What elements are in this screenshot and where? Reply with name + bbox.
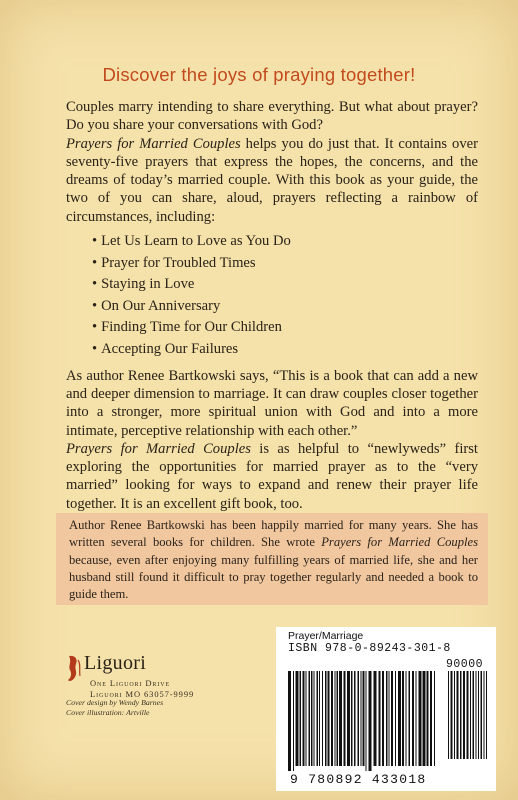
barcode-bar	[470, 671, 471, 759]
description-body	[66, 98, 478, 513]
barcode-digits: 9 780892 433018	[290, 772, 427, 787]
bullet-icon: •	[92, 341, 98, 358]
barcode-bar	[339, 671, 342, 766]
barcode-bar	[366, 671, 367, 771]
barcode-bar	[331, 671, 333, 766]
barcode-bar	[478, 671, 479, 759]
list-item: • Prayer for Troubled Times	[92, 254, 256, 271]
barcode-bar	[317, 671, 319, 766]
bullet-icon: •	[92, 276, 98, 293]
list-item: • Staying in Love	[92, 276, 195, 293]
barcode-bar	[325, 671, 327, 766]
barcode-bar	[311, 671, 313, 766]
barcode-bar	[416, 671, 417, 766]
barcode-bar	[430, 671, 432, 766]
bullet-icon: •	[92, 319, 98, 336]
barcode-bar	[460, 671, 462, 759]
barcode-bar	[481, 671, 483, 759]
barcode-bar	[454, 671, 455, 759]
barcode-bar	[303, 671, 305, 766]
barcode-bar	[448, 671, 449, 759]
barcode-bar	[406, 671, 407, 766]
barcode-bar	[351, 671, 353, 766]
barcode-bar	[451, 671, 453, 759]
barcode-bar	[473, 671, 475, 759]
book-title-italic: Prayers for Married Couples	[66, 440, 251, 457]
barcode-bar	[379, 671, 381, 766]
liguori-logo-icon	[66, 654, 82, 684]
barcode-bar	[484, 671, 485, 759]
barcode-bar	[374, 671, 377, 766]
barcode-bar	[423, 671, 426, 766]
prayer-list	[66, 233, 478, 359]
barcode-bar	[412, 671, 414, 766]
barcode-bar	[476, 671, 477, 759]
author-bio-box: Author Renee Bartkowski has been happily married for many years. She has written several books for children. She wrote Prayers for Married Couples because, even after enjoying many fulfilling years of married life, she and her husband still found it difficult to pray together regularly and needed a book to guide them.	[56, 513, 488, 605]
barcode-bar	[306, 671, 307, 766]
barcode-bar	[382, 671, 384, 766]
barcode-bar	[319, 671, 320, 766]
barcode-bar	[427, 671, 429, 766]
barcode-bar	[369, 671, 372, 771]
barcode-bar	[361, 671, 362, 766]
barcode-bar	[358, 671, 360, 766]
barcode-bar	[293, 671, 294, 771]
barcode-bar	[335, 671, 336, 766]
barcode-bar	[386, 671, 388, 766]
barcode-bar	[391, 671, 393, 766]
cover-credits	[66, 698, 266, 718]
barcode-bar	[457, 671, 459, 759]
headline: Discover the joys of praying together!	[102, 64, 416, 85]
barcode-bar	[434, 671, 435, 766]
barcode-bar	[395, 671, 396, 766]
closing-paragraph	[66, 440, 478, 513]
barcode-bar	[337, 671, 339, 766]
description-text: helps you do just that. It contains over seventy-five prayers that express the hopes, the concerns, and the dreams of today’s married couple. With this book as your guide, the two of you can share, aloud, prayers reflecting a rainbow of circumstances, including:	[66, 135, 478, 225]
bullet-icon: •	[92, 297, 98, 314]
barcode-bar	[296, 671, 299, 766]
barcode-bar	[347, 671, 350, 766]
cover-illustration-credit: Cover illustration: Artville	[66, 708, 150, 717]
publisher-name: Liguori	[84, 652, 147, 674]
list-item: • Finding Time for Our Children	[92, 319, 282, 336]
barcode-bar	[398, 671, 401, 766]
barcode-bar	[486, 671, 487, 759]
barcode-bar	[300, 671, 302, 766]
barcode-bar	[328, 671, 330, 766]
barcode-bar	[309, 671, 311, 766]
intro-paragraph: Couples marry intending to share everything. But what about prayer? Do you share your conversations with God?	[66, 99, 478, 134]
book-title-italic: Prayers for Married Couples	[66, 135, 241, 152]
book-title-italic: Prayers for Married Couples	[321, 535, 478, 550]
barcode-bar	[409, 671, 411, 766]
barcode-bar	[419, 671, 422, 766]
price-code: 90000	[446, 658, 484, 671]
barcode-bar	[402, 671, 404, 766]
publisher-address-line1: One Liguori Drive	[90, 678, 171, 688]
bullet-icon: •	[92, 254, 98, 271]
list-item: • Accepting Our Failures	[92, 341, 239, 358]
list-item: • Let Us Learn to Love as You Do	[92, 233, 291, 250]
quote-paragraph: As author Renee Bartkowski says, “This is a book that can add a new and deeper dimension to marriage. It can draw couples closer together into a stronger, more spiritual union with God and into a more intimate, perceptive relationship with each other.”	[66, 367, 478, 439]
isbn-text: ISBN 978-0-89243-301-8	[288, 642, 451, 655]
barcode-bar	[389, 671, 390, 766]
barcode-bar	[463, 671, 465, 759]
barcode-bar	[354, 671, 356, 766]
description-paragraph	[66, 135, 478, 226]
barcode-bar	[467, 671, 469, 759]
barcode-icon	[284, 671, 490, 771]
cover-design-credit: Cover design by Wendy Barnes	[66, 698, 164, 707]
barcode-bar	[344, 671, 346, 766]
barcode-bar	[314, 671, 315, 766]
barcode-bar	[322, 671, 323, 766]
barcode-panel	[276, 627, 496, 791]
publisher-address-line2: Liguori MO 63057-9999	[90, 689, 195, 699]
list-item: • On Our Anniversary	[92, 297, 221, 314]
barcode-category: Prayer/Marriage	[288, 630, 364, 642]
barcode-bar	[288, 671, 291, 771]
barcode-bar	[363, 671, 365, 766]
closing-text: is as helpful to “newlyweds” first exploring the opportunities for married prayer as to the “very married” looking for ways to expand and renew their prayer life together. It is an excellent gift book, too.	[66, 440, 478, 512]
bullet-icon: •	[92, 233, 98, 250]
